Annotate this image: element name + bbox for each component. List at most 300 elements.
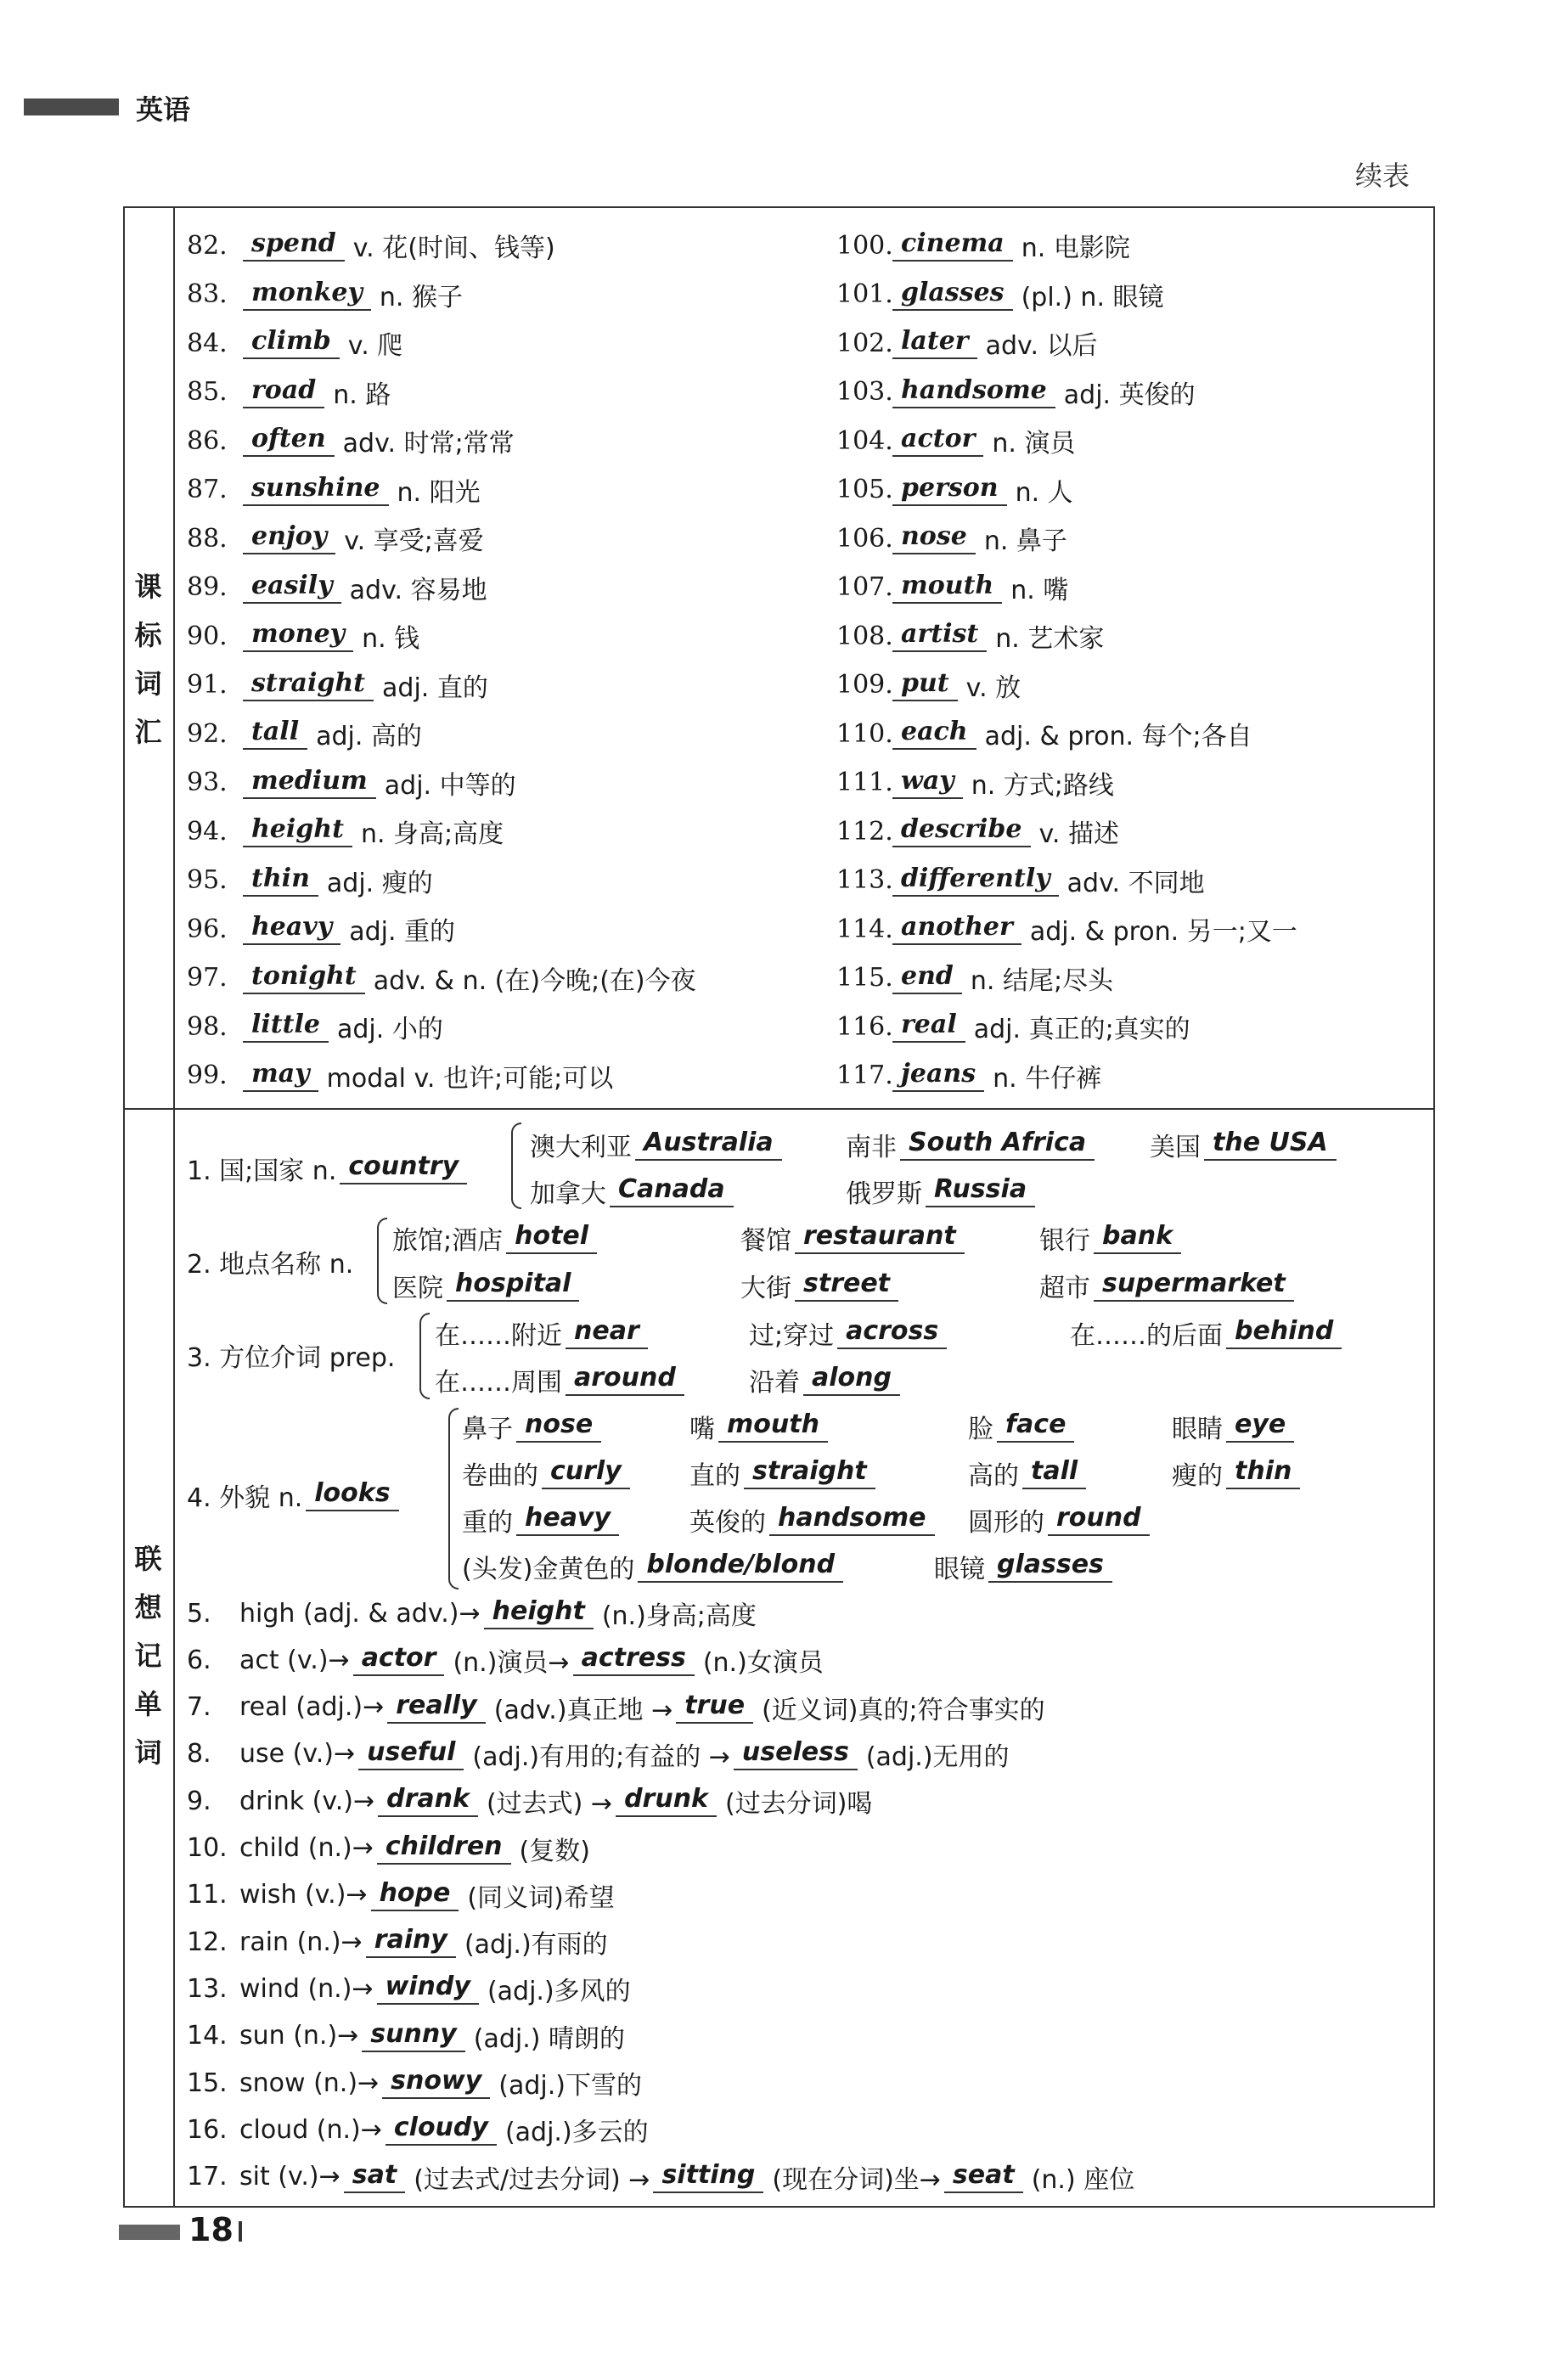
line-text: wish (v.)→ (239, 1880, 368, 1910)
vocab-row (836, 319, 1098, 367)
association-row (187, 1684, 1045, 1731)
answer-blank: drank (378, 1785, 478, 1817)
line-text: (过去式) → (486, 1789, 613, 1820)
item-number: 94. (187, 816, 228, 847)
answer-blank: around (566, 1364, 684, 1396)
line-text: (过去分词)喝 (725, 1789, 873, 1820)
definition: n. 牛仔裤 (993, 1063, 1102, 1094)
answer-blank: road (243, 376, 324, 408)
item-number: 110. (836, 718, 893, 749)
vocab-row (187, 710, 422, 757)
item-number: 108. (836, 621, 893, 651)
group-head (187, 1471, 408, 1519)
item-number: 112. (836, 816, 893, 847)
word-label: 嘴 (689, 1415, 715, 1444)
word-label: 大街 (740, 1274, 791, 1303)
item-number: 109. (836, 670, 893, 700)
definition: adj. 直的 (382, 672, 488, 703)
word-label: 在……的后面 (1070, 1321, 1223, 1351)
answer-blank: Canada (610, 1175, 734, 1207)
word-label: 鼻子 (462, 1415, 513, 1444)
brace-icon (377, 1218, 387, 1304)
answer-blank: drunk (616, 1785, 717, 1817)
association-row (187, 2012, 625, 2060)
vocab-row (836, 661, 1021, 709)
answer-blank: height (484, 1597, 594, 1629)
definition: v. 放 (965, 672, 1021, 703)
vocab-row (836, 515, 1067, 562)
word-pair (1039, 1214, 1190, 1262)
answer-blank: each (892, 717, 976, 750)
item-number: 100. (836, 230, 893, 261)
answer-blank: another (892, 913, 1021, 945)
label-char: 标 (134, 619, 162, 651)
answer-blank: jeans (892, 1060, 984, 1092)
answer-blank: sitting (653, 2161, 763, 2193)
item-number: 105. (836, 475, 893, 504)
vocab-row (836, 612, 1104, 660)
answer-blank: mouth (892, 571, 1002, 604)
definition: n. 嘴 (1010, 575, 1069, 605)
word-pair (1150, 1121, 1345, 1168)
definition: adj. 英俊的 (1063, 380, 1196, 410)
word-pair (462, 1496, 627, 1544)
group-title: 1. 国;国家 n. (187, 1156, 337, 1186)
vocab-row (187, 319, 402, 367)
definition: (pl.) n. 眼镜 (1021, 282, 1164, 312)
answer-blank: near (566, 1317, 648, 1349)
word-label: 圆形的 (968, 1508, 1044, 1538)
association-row (187, 1636, 824, 1684)
word-pair (740, 1214, 973, 1262)
word-pair (530, 1121, 791, 1168)
answer-blank: thin (243, 864, 318, 897)
answer-blank: straight (744, 1457, 875, 1489)
vocab-row (836, 807, 1119, 855)
group-head (187, 1331, 395, 1379)
vocab-row (187, 1003, 443, 1050)
word-label: 南非 (846, 1133, 897, 1162)
item-number: 85. (187, 377, 228, 407)
answer-blank: heavy (243, 913, 340, 945)
answer-blank: windy (377, 1972, 479, 2005)
item-number: 12. (187, 1927, 228, 1957)
word-pair (1070, 1309, 1350, 1357)
item-number: 88. (187, 523, 228, 554)
vocab-row (836, 710, 1252, 757)
vocab-row (836, 222, 1130, 269)
word-pair (1172, 1403, 1303, 1450)
vocab-row (187, 369, 391, 416)
line-text: child (n.)→ (239, 1833, 374, 1863)
answer-blank: nose (892, 522, 976, 554)
word-label: 俄罗斯 (846, 1179, 922, 1209)
association-row (187, 1871, 615, 1919)
definition: adv. 以后 (985, 331, 1098, 361)
word-pair (968, 1403, 1083, 1450)
association-row (187, 1965, 631, 2012)
word-label: 英俊的 (689, 1508, 766, 1538)
answer-blank: easily (243, 571, 341, 604)
vocab-row (836, 466, 1073, 514)
answer-blank: seat (944, 2161, 1023, 2193)
item-number: 82. (187, 230, 228, 261)
brace-icon (511, 1122, 521, 1209)
item-number: 93. (187, 768, 228, 797)
header-bar (24, 98, 119, 115)
item-number: 15. (187, 2068, 228, 2098)
item-number: 17. (187, 2162, 228, 2192)
answer-blank: handsome (892, 376, 1055, 408)
answer-blank: along (803, 1364, 900, 1396)
definition: adv. & n. (在)今晚;(在)今夜 (373, 965, 696, 996)
item-number: 11. (187, 1880, 228, 1910)
answer-blank: height (243, 815, 352, 847)
answer-blank: children (377, 1832, 511, 1865)
item-number: 114. (836, 914, 893, 944)
word-label: 超市 (1039, 1274, 1090, 1303)
label-char: 词 (134, 667, 162, 700)
definition: adj. & pron. 每个;各自 (984, 722, 1252, 751)
definition: n. 阳光 (397, 477, 481, 508)
word-label: 瘦的 (1172, 1461, 1223, 1491)
definition: adv. 容易地 (349, 575, 487, 605)
word-label: 澳大利亚 (530, 1133, 632, 1162)
answer-blank: actress (573, 1644, 695, 1676)
definition: adv. 时常;常常 (342, 429, 515, 459)
word-label: 加拿大 (530, 1179, 606, 1209)
item-number: 87. (187, 475, 228, 504)
label-char: 联 (134, 1543, 162, 1575)
answer-blank: blonde/blond (638, 1550, 843, 1583)
definition: adj. 高的 (316, 722, 422, 751)
answer-blank: later (892, 327, 977, 359)
section-label-association (123, 1535, 173, 1777)
answer-blank: differently (892, 864, 1059, 897)
answer-blank: climb (243, 327, 340, 359)
word-pair (462, 1543, 852, 1590)
group-title: 3. 方位介词 prep. (187, 1343, 396, 1373)
group-title: 4. 外貌 n. (187, 1483, 303, 1513)
word-label: 眼镜 (934, 1555, 985, 1584)
line-text: (adv.)真正地 → (493, 1695, 673, 1725)
definition: v. 享受;喜爱 (344, 526, 484, 556)
answer-blank: straight (243, 669, 374, 701)
line-text: (过去式/过去分词) → (414, 2164, 650, 2195)
definition: adj. 真正的;真实的 (973, 1015, 1190, 1044)
answer-blank: handsome (769, 1504, 935, 1536)
word-pair (934, 1543, 1121, 1590)
answer-blank: medium (243, 767, 376, 799)
definition: modal v. 也许;可能;可以 (326, 1063, 614, 1094)
item-number: 103. (836, 377, 893, 407)
vocab-row (187, 222, 555, 269)
answer-blank: hotel (506, 1222, 597, 1254)
item-number: 13. (187, 1973, 228, 2004)
vocab-row (836, 417, 1075, 464)
item-number: 91. (187, 670, 228, 700)
answer-blank: street (795, 1269, 898, 1302)
item-number: 9. (187, 1786, 211, 1816)
vocab-row (187, 857, 433, 904)
answer-blank: describe (892, 815, 1031, 847)
answer-blank: enjoy (243, 522, 335, 554)
line-text: rain (n.)→ (239, 1927, 363, 1957)
line-text: real (adj.)→ (239, 1692, 385, 1723)
word-pair (846, 1121, 1103, 1168)
word-label: 脸 (968, 1415, 993, 1444)
word-label: 过;穿过 (749, 1321, 835, 1351)
line-text: cloud (n.)→ (239, 2114, 382, 2145)
word-pair (740, 1262, 907, 1309)
association-row (187, 1825, 590, 1872)
item-number: 107. (836, 572, 893, 602)
line-text: act (v.)→ (239, 1645, 350, 1675)
label-char: 课 (134, 571, 162, 603)
answer-blank: glasses (892, 279, 1013, 311)
association-row (187, 2106, 649, 2153)
word-pair (462, 1449, 639, 1497)
answer-blank: real (892, 1010, 965, 1043)
continued-label: 续表 (1355, 160, 1410, 192)
definition: v. 花(时间、钱等) (352, 233, 555, 263)
column-divider (173, 206, 175, 2208)
line-text: (adj.) 晴朗的 (473, 2023, 626, 2054)
line-text: (adj.)下雪的 (498, 2071, 642, 2101)
vocab-row (187, 807, 504, 855)
answer-blank: useless (734, 1738, 858, 1770)
definition: adj. 中等的 (384, 770, 516, 801)
answer-blank: nose (516, 1410, 601, 1443)
answer-blank: little (243, 1010, 329, 1043)
answer-blank: hospital (447, 1269, 579, 1302)
answer-blank: across (837, 1317, 947, 1349)
item-number: 83. (187, 279, 228, 309)
answer-blank: actor (353, 1644, 445, 1676)
item-number: 111. (836, 768, 893, 797)
word-pair (1172, 1449, 1308, 1497)
answer-blank: spend (243, 229, 345, 262)
definition: v. 爬 (347, 331, 403, 361)
footer-tick (239, 2221, 242, 2242)
word-pair (689, 1449, 884, 1497)
answer-blank: snowy (382, 2067, 490, 2099)
item-number: 90. (187, 621, 228, 651)
answer-blank: behind (1226, 1317, 1342, 1349)
group-head (187, 1145, 476, 1192)
word-label: 眼睛 (1172, 1415, 1223, 1444)
footer-bar (119, 2225, 180, 2240)
vocab-row (187, 661, 488, 709)
association-row (187, 1730, 1010, 1778)
answer-blank: cloudy (386, 2113, 497, 2146)
answer-blank: true (676, 1691, 753, 1724)
word-pair (435, 1309, 656, 1357)
answer-blank: actor (892, 425, 983, 457)
brace-icon (448, 1408, 459, 1589)
section-label-curriculum-vocab (123, 563, 173, 757)
answer-blank: restaurant (795, 1222, 965, 1254)
line-text: (现在分词)坐→ (772, 2164, 941, 2195)
definition: n. 身高;高度 (360, 819, 504, 849)
vocab-row (836, 857, 1205, 904)
line-text: (近义词)真的;符合事实的 (762, 1695, 1045, 1725)
definition: n. 路 (333, 380, 391, 410)
answer-blank: sunny (362, 2020, 464, 2052)
item-number: 113. (836, 865, 893, 895)
answer-blank: Russia (926, 1175, 1035, 1207)
answer-blank: artist (892, 620, 987, 652)
vocab-row (187, 905, 455, 953)
word-pair (530, 1167, 742, 1215)
answer-blank: cinema (892, 229, 1013, 262)
vocab-row (836, 1052, 1101, 1100)
word-label: 卷曲的 (462, 1461, 538, 1491)
item-number: 104. (836, 425, 893, 456)
line-text: (adj.)有用的;有益的 → (472, 1741, 730, 1772)
vocab-row (187, 612, 419, 660)
answer-blank: rainy (366, 1926, 456, 1958)
item-number: 101. (836, 279, 893, 309)
association-row (187, 1589, 757, 1637)
item-number: 99. (187, 1061, 228, 1090)
word-label: 医院 (392, 1274, 443, 1303)
definition: adv. 不同地 (1066, 868, 1205, 898)
item-number: 92. (187, 718, 228, 749)
definition: n. 演员 (992, 429, 1076, 459)
item-number: 102. (836, 328, 893, 358)
word-pair (392, 1262, 588, 1309)
definition: n. 电影院 (1021, 233, 1130, 263)
answer-blank: heavy (516, 1504, 619, 1536)
line-text: (adj.)有雨的 (464, 1930, 608, 1961)
definition: n. 猴子 (379, 282, 463, 312)
definition: n. 结尾;尽头 (970, 965, 1114, 996)
word-pair (689, 1403, 836, 1450)
item-number: 95. (187, 865, 228, 895)
vocab-row (836, 1003, 1190, 1050)
answer-blank: person (892, 474, 1007, 506)
word-pair (846, 1167, 1044, 1215)
association-row (187, 2153, 1134, 2201)
answer-blank: often (243, 425, 335, 457)
line-text: (n.)身高;高度 (601, 1601, 757, 1631)
word-label: 餐馆 (740, 1226, 791, 1256)
item-number: 5. (187, 1598, 211, 1629)
line-text: sun (n.)→ (239, 2021, 359, 2051)
association-row (187, 1918, 608, 1966)
item-number: 86. (187, 425, 228, 456)
line-text: snow (n.)→ (239, 2068, 380, 2098)
word-label: 高的 (968, 1461, 1019, 1491)
answer-blank: tall (1022, 1457, 1086, 1489)
line-text: drink (v.)→ (239, 1786, 375, 1816)
answer-blank: thin (1226, 1457, 1300, 1489)
answer-blank: sunshine (243, 474, 389, 506)
line-text: (adj.)无用的 (865, 1741, 1010, 1772)
answer-blank: eye (1226, 1410, 1294, 1443)
line-text: use (v.)→ (239, 1739, 356, 1770)
definition: n. 钱 (362, 624, 420, 654)
brace-icon (419, 1313, 430, 1399)
vocab-row (187, 1052, 613, 1100)
vocab-row (836, 954, 1113, 1002)
answer-blank: supermarket (1094, 1269, 1294, 1302)
answer-blank: face (997, 1410, 1074, 1443)
answer-blank: curly (542, 1457, 630, 1489)
item-number: 116. (836, 1011, 893, 1042)
line-text: (复数) (519, 1836, 590, 1866)
word-pair (968, 1449, 1095, 1497)
label-char: 词 (134, 1736, 162, 1769)
answer-blank: the USA (1204, 1128, 1337, 1161)
answer-blank: South Africa (900, 1128, 1095, 1161)
label-char: 汇 (134, 716, 162, 748)
definition: n. 方式;路线 (971, 770, 1114, 801)
word-pair (1039, 1262, 1303, 1309)
vocab-row (187, 564, 487, 611)
association-row (187, 2059, 642, 2107)
item-number: 8. (187, 1739, 211, 1770)
word-pair (749, 1356, 909, 1404)
answer-blank: tonight (243, 962, 365, 994)
line-text: (n.)女演员 (702, 1648, 824, 1679)
vocab-row (836, 271, 1164, 318)
answer-blank: glasses (988, 1550, 1112, 1583)
label-char: 想 (134, 1591, 162, 1623)
vocab-row (187, 515, 484, 562)
vocab-row (187, 271, 463, 318)
vocab-row (187, 466, 481, 514)
word-label: 旅馆;酒店 (392, 1226, 504, 1256)
label-char: 单 (134, 1688, 162, 1720)
line-text: sit (v.)→ (239, 2162, 340, 2192)
word-label: 在……附近 (435, 1321, 562, 1351)
item-number: 117. (836, 1061, 893, 1090)
answer-blank: really (387, 1691, 486, 1724)
answer-blank: round (1048, 1504, 1150, 1536)
label-char: 记 (134, 1640, 162, 1672)
line-text: (n.) 座位 (1031, 2164, 1135, 2195)
definition: adj. 小的 (337, 1015, 443, 1044)
definition: v. 描述 (1038, 819, 1119, 849)
line-text: wind (n.)→ (239, 1973, 374, 2004)
vocab-row (836, 564, 1068, 611)
item-number: 6. (187, 1645, 211, 1675)
vocab-row (187, 417, 515, 464)
answer-blank: Australia (635, 1128, 782, 1161)
word-pair (749, 1309, 955, 1357)
definition: n. 人 (1015, 477, 1073, 508)
association-row (187, 1777, 872, 1825)
word-label: 沿着 (749, 1368, 800, 1398)
answer-blank: sat (344, 2161, 405, 2193)
word-label: 直的 (689, 1461, 740, 1491)
line-text: high (adj. & adv.)→ (239, 1598, 481, 1629)
item-number: 89. (187, 572, 228, 602)
item-number: 96. (187, 914, 228, 944)
answer-blank: way (892, 767, 963, 799)
vocab-row (187, 954, 696, 1002)
word-label: 重的 (462, 1508, 513, 1538)
word-pair (689, 1496, 943, 1544)
vocab-row (187, 759, 516, 807)
definition: adj. 瘦的 (326, 868, 433, 898)
definition: adj. & pron. 另一;又一 (1029, 917, 1297, 947)
group-title: 2. 地点名称 n. (187, 1250, 354, 1280)
group-head (187, 1238, 353, 1286)
word-label: 美国 (1150, 1133, 1201, 1162)
